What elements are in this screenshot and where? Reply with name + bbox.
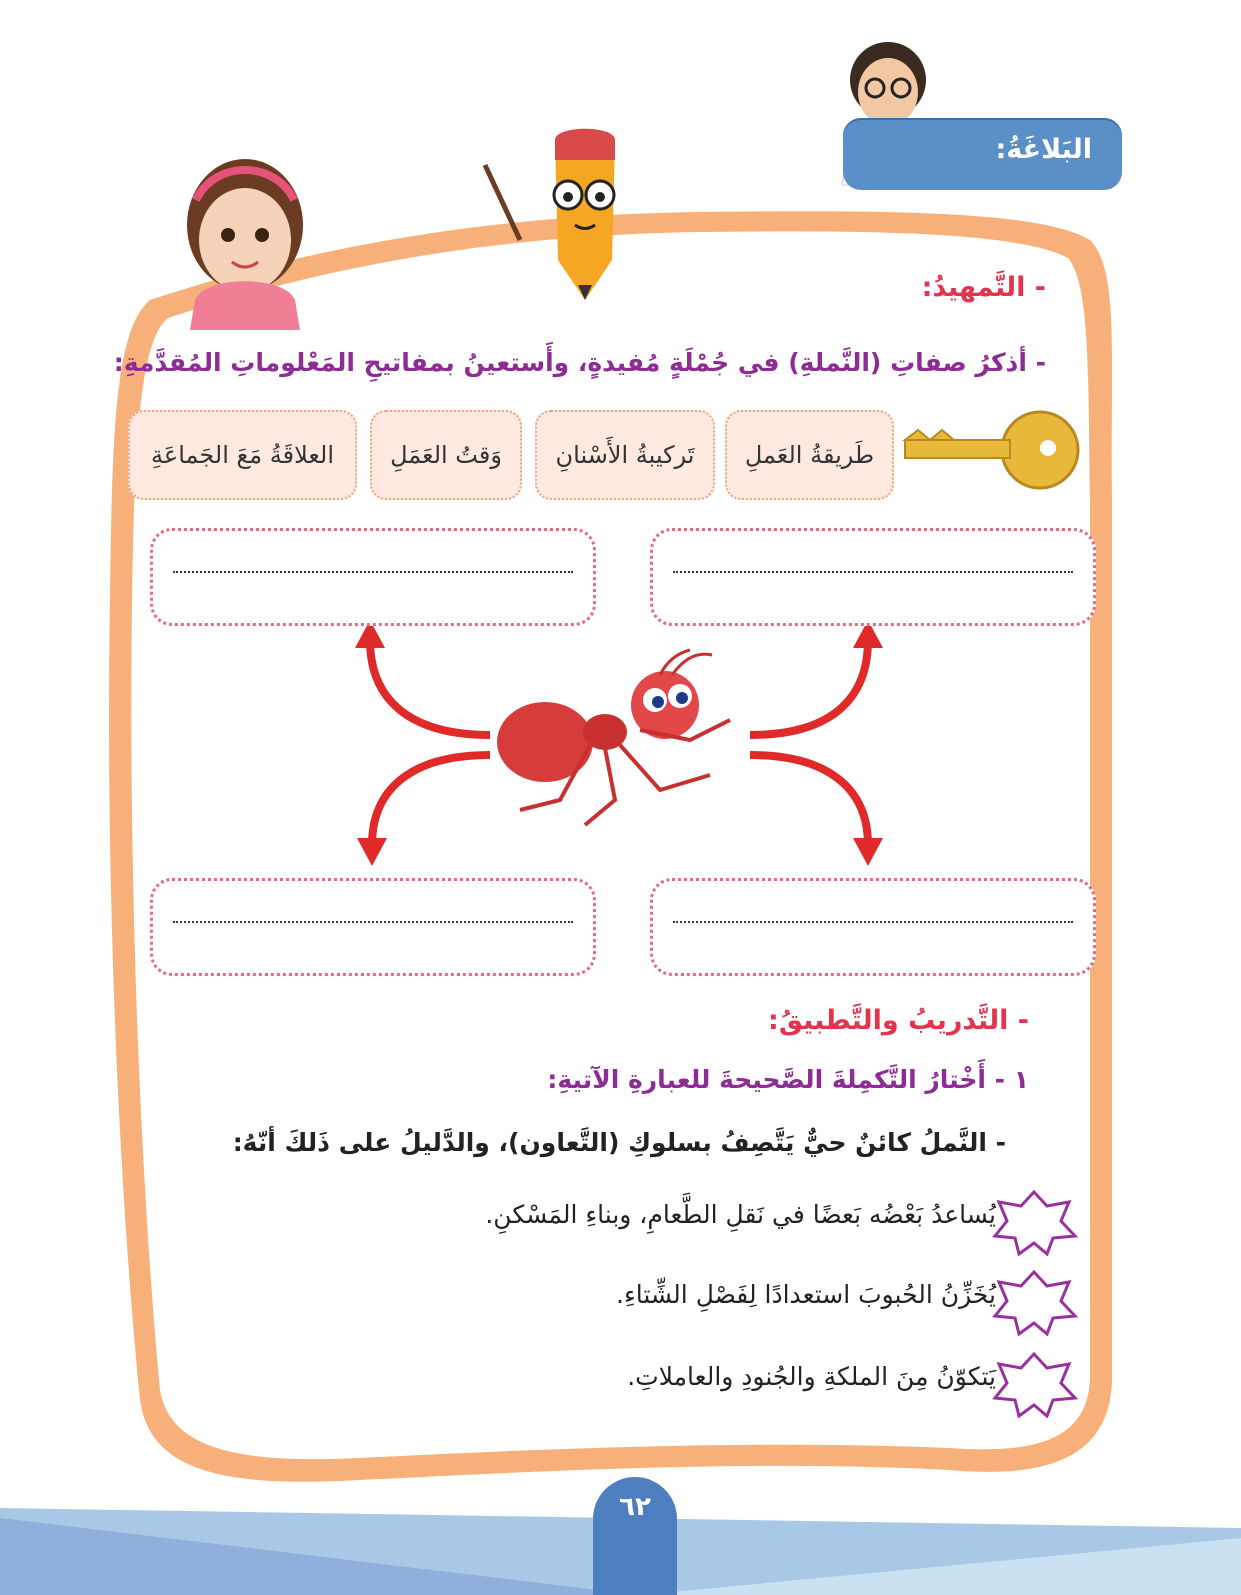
page-number: ٦٢ [593,1477,677,1595]
option-text: يُساعدُ بَعْضُه بَعضًا في نَقلِ الطَّعامِ، وبناءِ المَسْكنِ. [485,1200,996,1229]
key-card-work-method: طَريقةُ العَملِ [725,410,894,500]
key-card-group-relation: العلاقَةُ مَعَ الجَماعَةِ [128,410,357,500]
section-label: البَلاغَةُ: [995,134,1092,165]
exercise-title: ١ - أَخْتارُ التَّكمِلةَ الصَّحيحةَ للعبارةِ الآتيةِ: [547,1065,1029,1094]
key-card-teeth: تَركيبةُ الأَسْنانِ [535,410,715,500]
answer-line [173,571,573,573]
option-text: يَتكوّنُ مِنَ الملكةِ والجُنودِ والعاملاتِ. [627,1362,996,1391]
key-card-work-time: وَقتُ العَمَلِ [370,410,522,500]
star-checkbox-icon[interactable] [989,1268,1079,1338]
star-checkbox-icon[interactable] [989,1188,1079,1258]
star-checkbox-icon[interactable] [989,1350,1079,1420]
intro-instruction: - أذكرُ صفاتِ (النَّملةِ) في جُمْلَةٍ مُفيدةٍ، وأَستعينُ بمفاتيحِ المَعْلوماتِ المُقدَّمةِ: [113,348,1046,377]
answer-line [673,571,1073,573]
answer-box-top-right[interactable] [650,528,1096,626]
option-text: يُخَزِّنُ الحُبوبَ استعدادًا لِفَصْلِ الشِّتاءِ. [616,1280,996,1309]
answer-box-top-left[interactable] [150,528,596,626]
girl-illustration [187,159,303,330]
intro-title: - التَّمهيدُ: [921,272,1046,303]
answer-line [673,921,1073,923]
practice-title: - التَّدريبُ والتَّطبيقُ: [768,1005,1029,1036]
section-badge [843,118,1122,190]
answer-box-bottom-right[interactable] [650,878,1096,976]
statement: - النَّملُ كائنٌ حيٌّ يَتَّصِفُ بسلوكِ (التَّعاون)، والدَّليلُ على ذَلكَ أنّهُ: [232,1128,1006,1157]
answer-line [173,921,573,923]
answer-box-bottom-left[interactable] [150,878,596,976]
